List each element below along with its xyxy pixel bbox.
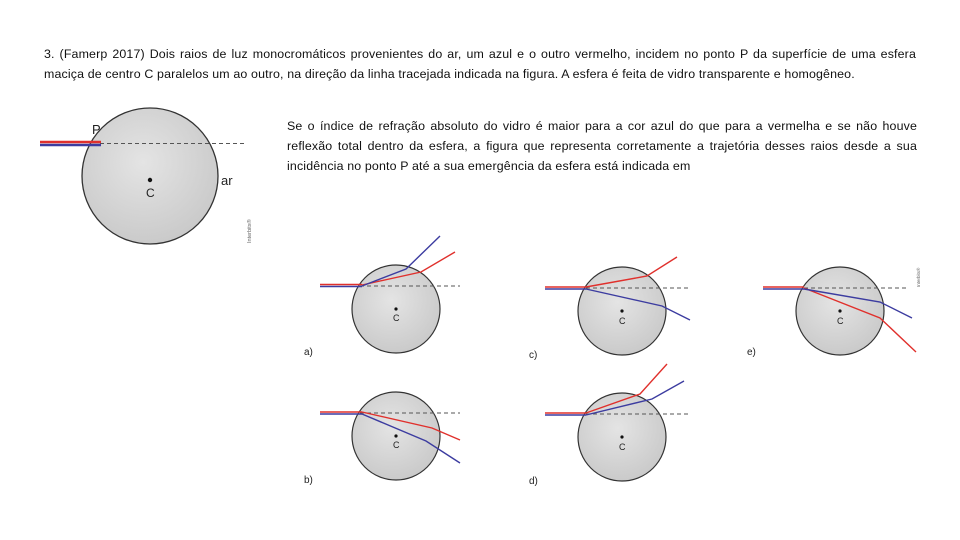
option-e-center-label: C [837, 316, 844, 326]
option-a-center-point [394, 307, 397, 310]
option-e-center-point [838, 309, 841, 312]
option-e-figure[interactable] [747, 267, 921, 358]
credit-label: Interbits® [247, 219, 253, 243]
option-a-letter: a) [304, 347, 313, 358]
center-c-label: C [146, 186, 155, 200]
option-d-figure[interactable] [529, 364, 688, 487]
option-b-center-label: C [393, 440, 400, 450]
main-sphere [82, 108, 218, 244]
option-a-figure[interactable] [304, 236, 460, 358]
medium-ar-label: ar [221, 173, 233, 188]
option-e-letter: e) [747, 347, 756, 358]
option-c-center-point [620, 309, 623, 312]
center-point [148, 178, 152, 182]
option-b-figure[interactable] [304, 392, 460, 486]
option-c-center-label: C [619, 316, 626, 326]
option-c-letter: c) [529, 350, 538, 361]
option-d-center-label: C [619, 442, 626, 452]
option-b-letter: b) [304, 475, 313, 486]
option-a-center-label: C [393, 313, 400, 323]
question-prompt: Se o índice de refração absoluto do vidro é maior para a cor azul do que para a vermelha e se não houve reflexão total dentro da esfera, a figura que representa corretamente a trajetória desses raios desde a sua incidência no ponto P até a sua emergência da esfera está indicada em [287, 119, 917, 173]
option-d-center-point [620, 435, 623, 438]
option-b-center-point [394, 434, 397, 437]
option-c-figure[interactable] [529, 257, 690, 361]
main-figure [35, 108, 260, 248]
option-e-credit-label: Interbits® [916, 267, 921, 287]
question-statement: 3. (Famerp 2017) Dois raios de luz monocromáticos provenientes do ar, um azul e o outro vermelho, incidem no ponto P da superfície de uma esfera maciça de centro C paralelos um ao outro, na direção da linha tracejada indicada na figura. A esfera é feita de vidro transparente e homogêneo. [44, 47, 916, 81]
option-d-letter: d) [529, 476, 538, 487]
point-p-label: P [92, 122, 101, 137]
